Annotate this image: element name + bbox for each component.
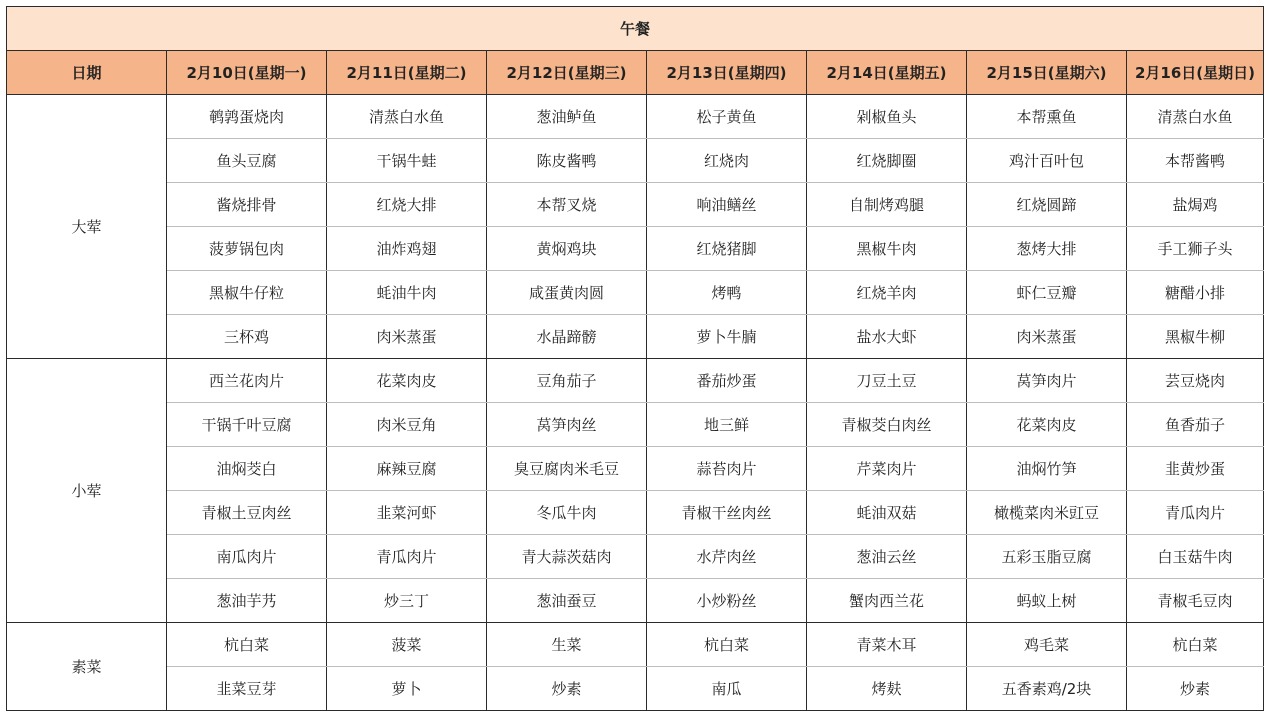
dish-cell: 葱油鲈鱼 bbox=[487, 95, 647, 139]
header-day-1: 2月10日(星期一) bbox=[167, 51, 327, 95]
header-day-7: 2月16日(星期日) bbox=[1127, 51, 1264, 95]
header-day-2: 2月11日(星期二) bbox=[327, 51, 487, 95]
table-row bbox=[7, 95, 1264, 139]
dish-cell: 红烧羊肉 bbox=[807, 271, 967, 315]
dish-cell: 青大蒜茨菇肉 bbox=[487, 535, 647, 579]
dish-cell: 鹌鹑蛋烧肉 bbox=[167, 95, 327, 139]
dish-cell: 陈皮酱鸭 bbox=[487, 139, 647, 183]
dish-cell: 炒素 bbox=[1127, 667, 1264, 711]
dish-cell: 杭白菜 bbox=[167, 623, 327, 667]
dish-cell: 炒素 bbox=[487, 667, 647, 711]
dish-cell: 杭白菜 bbox=[1127, 623, 1264, 667]
dish-cell: 花菜肉皮 bbox=[327, 359, 487, 403]
dish-cell: 鸡汁百叶包 bbox=[967, 139, 1127, 183]
dish-cell: 莴笋肉丝 bbox=[487, 403, 647, 447]
dish-cell: 莴笋肉片 bbox=[967, 359, 1127, 403]
dish-cell: 烤麸 bbox=[807, 667, 967, 711]
dish-cell: 萝卜 bbox=[327, 667, 487, 711]
dish-cell: 西兰花肉片 bbox=[167, 359, 327, 403]
lunch-menu-table bbox=[6, 6, 1264, 711]
dish-cell: 五彩玉脂豆腐 bbox=[967, 535, 1127, 579]
table-row bbox=[7, 667, 1264, 711]
dish-cell: 萝卜牛腩 bbox=[647, 315, 807, 359]
dish-cell: 韭菜河虾 bbox=[327, 491, 487, 535]
dish-cell: 油焖茭白 bbox=[167, 447, 327, 491]
dish-cell: 鱼头豆腐 bbox=[167, 139, 327, 183]
dish-cell: 生菜 bbox=[487, 623, 647, 667]
dish-cell: 五香素鸡/2块 bbox=[967, 667, 1127, 711]
dish-cell: 臭豆腐肉米毛豆 bbox=[487, 447, 647, 491]
dish-cell: 杭白菜 bbox=[647, 623, 807, 667]
table-row bbox=[7, 623, 1264, 667]
dish-cell: 蚝油双菇 bbox=[807, 491, 967, 535]
dish-cell: 干锅千叶豆腐 bbox=[167, 403, 327, 447]
dish-cell: 冬瓜牛肉 bbox=[487, 491, 647, 535]
dish-cell: 肉米蒸蛋 bbox=[967, 315, 1127, 359]
table-row bbox=[7, 227, 1264, 271]
dish-cell: 红烧猪脚 bbox=[647, 227, 807, 271]
header-date-label: 日期 bbox=[7, 51, 167, 95]
dish-cell: 油炸鸡翅 bbox=[327, 227, 487, 271]
dish-cell: 葱油云丝 bbox=[807, 535, 967, 579]
dish-cell: 清蒸白水鱼 bbox=[1127, 95, 1264, 139]
table-title: 午餐 bbox=[7, 7, 1264, 51]
dish-cell: 红烧肉 bbox=[647, 139, 807, 183]
table-row bbox=[7, 139, 1264, 183]
dish-cell: 芹菜肉片 bbox=[807, 447, 967, 491]
dish-cell: 红烧脚圈 bbox=[807, 139, 967, 183]
dish-cell: 清蒸白水鱼 bbox=[327, 95, 487, 139]
dish-cell: 肉米蒸蛋 bbox=[327, 315, 487, 359]
dish-cell: 白玉菇牛肉 bbox=[1127, 535, 1264, 579]
dish-cell: 水晶蹄髈 bbox=[487, 315, 647, 359]
dish-cell: 红烧圆蹄 bbox=[967, 183, 1127, 227]
dish-cell: 青瓜肉片 bbox=[327, 535, 487, 579]
dish-cell: 番茄炒蛋 bbox=[647, 359, 807, 403]
dish-cell: 菠萝锅包肉 bbox=[167, 227, 327, 271]
dish-cell: 青椒毛豆肉 bbox=[1127, 579, 1264, 623]
table-row bbox=[7, 359, 1264, 403]
dish-cell: 地三鲜 bbox=[647, 403, 807, 447]
dish-cell: 蒜苔肉片 bbox=[647, 447, 807, 491]
dish-cell: 韭菜豆芽 bbox=[167, 667, 327, 711]
dish-cell: 黑椒牛肉 bbox=[807, 227, 967, 271]
dish-cell: 本帮熏鱼 bbox=[967, 95, 1127, 139]
dish-cell: 青椒土豆肉丝 bbox=[167, 491, 327, 535]
dish-cell: 韭黄炒蛋 bbox=[1127, 447, 1264, 491]
dish-cell: 自制烤鸡腿 bbox=[807, 183, 967, 227]
dish-cell: 肉米豆角 bbox=[327, 403, 487, 447]
dish-cell: 蟹肉西兰花 bbox=[807, 579, 967, 623]
dish-cell: 橄榄菜肉米豇豆 bbox=[967, 491, 1127, 535]
dish-cell: 葱油蚕豆 bbox=[487, 579, 647, 623]
dish-cell: 黑椒牛仔粒 bbox=[167, 271, 327, 315]
table-row bbox=[7, 271, 1264, 315]
dish-cell: 松子黄鱼 bbox=[647, 95, 807, 139]
dish-cell: 麻辣豆腐 bbox=[327, 447, 487, 491]
table-row bbox=[7, 535, 1264, 579]
table-row bbox=[7, 315, 1264, 359]
dish-cell: 手工狮子头 bbox=[1127, 227, 1264, 271]
header-day-4: 2月13日(星期四) bbox=[647, 51, 807, 95]
dish-cell: 响油鳝丝 bbox=[647, 183, 807, 227]
dish-cell: 青菜木耳 bbox=[807, 623, 967, 667]
dish-cell: 糖醋小排 bbox=[1127, 271, 1264, 315]
dish-cell: 红烧大排 bbox=[327, 183, 487, 227]
table-row bbox=[7, 579, 1264, 623]
category-label: 素菜 bbox=[7, 623, 167, 711]
dish-cell: 虾仁豆瓣 bbox=[967, 271, 1127, 315]
dish-cell: 鱼香茄子 bbox=[1127, 403, 1264, 447]
dish-cell: 花菜肉皮 bbox=[967, 403, 1127, 447]
dish-cell: 芸豆烧肉 bbox=[1127, 359, 1264, 403]
dish-cell: 蚝油牛肉 bbox=[327, 271, 487, 315]
dish-cell: 小炒粉丝 bbox=[647, 579, 807, 623]
table-row bbox=[7, 447, 1264, 491]
table-row bbox=[7, 183, 1264, 227]
dish-cell: 三杯鸡 bbox=[167, 315, 327, 359]
dish-cell: 本帮叉烧 bbox=[487, 183, 647, 227]
dish-cell: 南瓜肉片 bbox=[167, 535, 327, 579]
dish-cell: 本帮酱鸭 bbox=[1127, 139, 1264, 183]
dish-cell: 油焖竹笋 bbox=[967, 447, 1127, 491]
dish-cell: 干锅牛蛙 bbox=[327, 139, 487, 183]
dish-cell: 酱烧排骨 bbox=[167, 183, 327, 227]
dish-cell: 葱油芋艿 bbox=[167, 579, 327, 623]
dish-cell: 盐焗鸡 bbox=[1127, 183, 1264, 227]
header-day-3: 2月12日(星期三) bbox=[487, 51, 647, 95]
category-label: 大荤 bbox=[7, 95, 167, 359]
table-row bbox=[7, 491, 1264, 535]
dish-cell: 南瓜 bbox=[647, 667, 807, 711]
dish-cell: 蚂蚁上树 bbox=[967, 579, 1127, 623]
dish-cell: 青瓜肉片 bbox=[1127, 491, 1264, 535]
dish-cell: 盐水大虾 bbox=[807, 315, 967, 359]
dish-cell: 剁椒鱼头 bbox=[807, 95, 967, 139]
dish-cell: 葱烤大排 bbox=[967, 227, 1127, 271]
dish-cell: 黑椒牛柳 bbox=[1127, 315, 1264, 359]
dish-cell: 刀豆土豆 bbox=[807, 359, 967, 403]
dish-cell: 咸蛋黄肉圆 bbox=[487, 271, 647, 315]
header-day-6: 2月15日(星期六) bbox=[967, 51, 1127, 95]
dish-cell: 水芹肉丝 bbox=[647, 535, 807, 579]
dish-cell: 烤鸭 bbox=[647, 271, 807, 315]
dish-cell: 炒三丁 bbox=[327, 579, 487, 623]
dish-cell: 豆角茄子 bbox=[487, 359, 647, 403]
dish-cell: 黄焖鸡块 bbox=[487, 227, 647, 271]
dish-cell: 鸡毛菜 bbox=[967, 623, 1127, 667]
dish-cell: 菠菜 bbox=[327, 623, 487, 667]
header-day-5: 2月14日(星期五) bbox=[807, 51, 967, 95]
table-row bbox=[7, 403, 1264, 447]
dish-cell: 青椒干丝肉丝 bbox=[647, 491, 807, 535]
dish-cell: 青椒茭白肉丝 bbox=[807, 403, 967, 447]
category-label: 小荤 bbox=[7, 359, 167, 623]
